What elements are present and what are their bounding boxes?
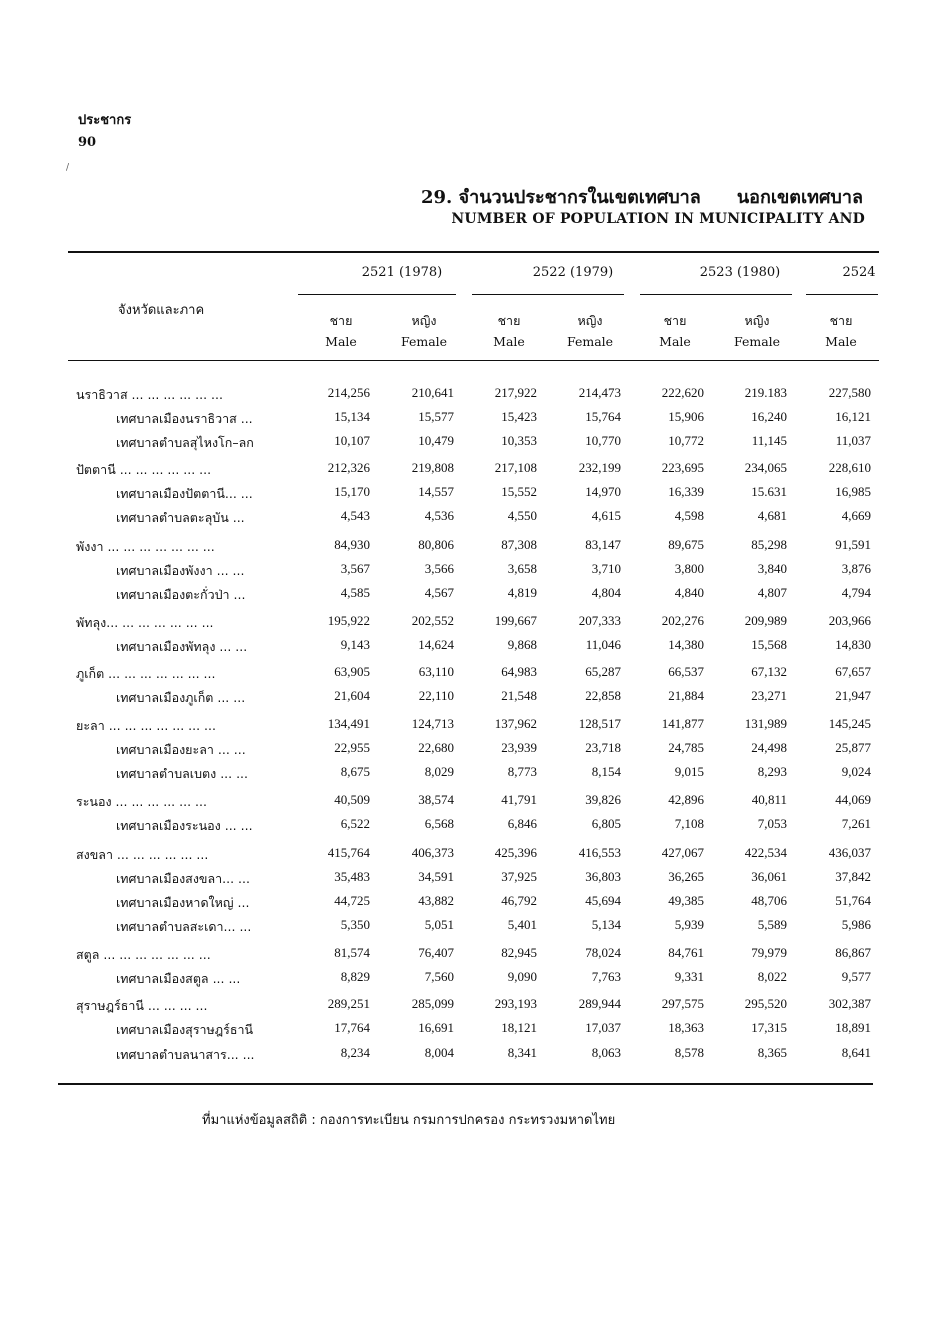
cell-value: 5,589 xyxy=(757,917,787,932)
cell-value: 222,620 xyxy=(661,385,704,400)
cell-value: 15,552 xyxy=(501,484,537,499)
municipality-row xyxy=(0,893,941,915)
col-th: ชาย xyxy=(497,313,521,328)
cell-value: 84,761 xyxy=(668,945,704,960)
cell-value: 80,806 xyxy=(418,537,454,552)
stub-header: จังหวัดและภาค xyxy=(118,303,205,318)
cell-value: 4,536 xyxy=(424,508,454,523)
cell-value: 44,069 xyxy=(835,792,871,807)
cell-value: 21,548 xyxy=(501,688,537,703)
cell-value: 4,585 xyxy=(340,585,370,600)
cell-value: 82,945 xyxy=(501,945,537,960)
cell-value: 40,811 xyxy=(751,792,787,807)
row-label: เทศบาลเมืองปัตตานี... ... xyxy=(116,486,253,501)
cell-value: 8,234 xyxy=(340,1045,370,1060)
stray-mark: / xyxy=(66,163,70,173)
cell-value: 6,846 xyxy=(507,816,537,831)
cell-value: 9,090 xyxy=(507,969,537,984)
cell-value: 4,794 xyxy=(841,585,871,600)
row-label: พังงา ... ... ... ... ... ... ... xyxy=(76,539,215,554)
cell-value: 9,868 xyxy=(507,637,537,652)
cell-value: 4,550 xyxy=(507,508,537,523)
source-note: ที่มาแห่งข้อมูลสถิติ : กองการทะเบียน กรมการปกครอง กระทรวงมหาดไทย xyxy=(202,1113,616,1128)
cell-value: 8,293 xyxy=(757,764,787,779)
col-en: Male xyxy=(825,334,857,349)
cell-value: 23,271 xyxy=(751,688,787,703)
year-header-2522: 2522 (1979) xyxy=(532,265,614,280)
cell-value: 35,483 xyxy=(334,869,370,884)
row-label: สงขลา ... ... ... ... ... ... xyxy=(76,847,209,862)
cell-value: 8,578 xyxy=(674,1045,704,1060)
cell-value: 14,624 xyxy=(418,637,454,652)
cell-value: 11,037 xyxy=(835,433,871,448)
table-title-english: NUMBER OF POPULATION IN MUNICIPALITY AND xyxy=(451,211,865,227)
col-header xyxy=(640,310,710,352)
cell-value: 24,785 xyxy=(668,740,704,755)
year-rule-2523 xyxy=(640,294,792,295)
municipality-row xyxy=(0,869,941,891)
cell-value: 6,805 xyxy=(591,816,621,831)
cell-value: 24,498 xyxy=(751,740,787,755)
cell-value: 78,024 xyxy=(585,945,621,960)
cell-value: 22,955 xyxy=(334,740,370,755)
cell-value: 3,876 xyxy=(841,561,871,576)
cell-value: 34,591 xyxy=(418,869,454,884)
cell-value: 8,365 xyxy=(757,1045,787,1060)
cell-value: 8,829 xyxy=(340,969,370,984)
cell-value: 134,491 xyxy=(327,716,370,731)
cell-value: 4,804 xyxy=(591,585,621,600)
municipality-row xyxy=(0,740,941,762)
row-label: เทศบาลตำบลสุไหงโก–ลก xyxy=(116,435,254,450)
municipality-row xyxy=(0,969,941,991)
cell-value: 36,803 xyxy=(585,869,621,884)
cell-value: 38,574 xyxy=(418,792,454,807)
cell-value: 18,363 xyxy=(668,1020,704,1035)
cell-value: 21,604 xyxy=(334,688,370,703)
municipality-row xyxy=(0,1020,941,1042)
row-label: เทศบาลตำบลเบตง ... ... xyxy=(116,766,249,781)
cell-value: 81,574 xyxy=(334,945,370,960)
col-header xyxy=(386,310,462,352)
cell-value: 22,858 xyxy=(585,688,621,703)
cell-value: 86,867 xyxy=(835,945,871,960)
cell-value: 8,641 xyxy=(841,1045,871,1060)
cell-value: 9,024 xyxy=(841,764,871,779)
cell-value: 3,710 xyxy=(591,561,621,576)
row-label: เทศบาลตำบลตะลุบัน ... xyxy=(116,510,245,525)
row-label: ยะลา ... ... ... ... ... ... ... xyxy=(76,718,216,733)
cell-value: 223,695 xyxy=(661,460,704,475)
cell-value: 8,063 xyxy=(591,1045,621,1060)
cell-value: 44,725 xyxy=(334,893,370,908)
cell-value: 5,986 xyxy=(841,917,871,932)
col-en: Male xyxy=(325,334,357,349)
cell-value: 4,567 xyxy=(424,585,454,600)
municipality-row xyxy=(0,1045,941,1067)
cell-value: 23,718 xyxy=(585,740,621,755)
cell-value: 43,882 xyxy=(418,893,454,908)
page-topic: ประชากร xyxy=(78,113,132,128)
cell-value: 195,922 xyxy=(327,613,370,628)
municipality-row xyxy=(0,917,941,939)
cell-value: 212,326 xyxy=(327,460,370,475)
year-header-2523: 2523 (1980) xyxy=(699,265,781,280)
cell-value: 8,022 xyxy=(757,969,787,984)
municipality-row xyxy=(0,637,941,659)
cell-value: 5,350 xyxy=(340,917,370,932)
municipality-row xyxy=(0,561,941,583)
cell-value: 84,930 xyxy=(334,537,370,552)
cell-value: 8,004 xyxy=(424,1045,454,1060)
cell-value: 302,387 xyxy=(828,996,871,1011)
cell-value: 63,905 xyxy=(334,664,370,679)
cell-value: 15,568 xyxy=(751,637,787,652)
col-th: หญิง xyxy=(744,313,770,328)
cell-value: 7,763 xyxy=(591,969,621,984)
cell-value: 89,675 xyxy=(668,537,704,552)
cell-value: 209,989 xyxy=(744,613,787,628)
cell-value: 289,944 xyxy=(578,996,621,1011)
cell-value: 217,108 xyxy=(494,460,537,475)
cell-value: 227,580 xyxy=(828,385,871,400)
cell-value: 25,877 xyxy=(835,740,871,755)
cell-value: 8,154 xyxy=(591,764,621,779)
cell-value: 16,339 xyxy=(668,484,704,499)
cell-value: 14,380 xyxy=(668,637,704,652)
cell-value: 87,308 xyxy=(501,537,537,552)
cell-value: 67,132 xyxy=(751,664,787,679)
cell-value: 128,517 xyxy=(578,716,621,731)
cell-value: 15,423 xyxy=(501,409,537,424)
table-number: 29. xyxy=(420,187,453,208)
row-label: ปัตตานี ... ... ... ... ... ... xyxy=(76,462,212,477)
page-number: 90 xyxy=(78,135,97,150)
year-rule-2521 xyxy=(298,294,456,295)
col-header xyxy=(806,310,876,352)
table-bottom-rule xyxy=(58,1083,873,1085)
province-row xyxy=(0,613,941,635)
cell-value: 40,509 xyxy=(334,792,370,807)
year-rule-2524 xyxy=(806,294,878,295)
municipality-row xyxy=(0,585,941,607)
cell-value: 217,922 xyxy=(494,385,537,400)
cell-value: 427,067 xyxy=(661,845,704,860)
cell-value: 10,479 xyxy=(418,433,454,448)
cell-value: 4,807 xyxy=(757,585,787,600)
cell-value: 8,773 xyxy=(507,764,537,779)
cell-value: 65,287 xyxy=(585,664,621,679)
cell-value: 214,473 xyxy=(578,385,621,400)
row-label: ภูเก็ต ... ... ... ... ... ... ... xyxy=(76,666,216,681)
cell-value: 63,110 xyxy=(418,664,454,679)
cell-value: 21,947 xyxy=(835,688,871,703)
province-row xyxy=(0,664,941,686)
row-label: เทศบาลเมืองนราธิวาส ... xyxy=(116,411,253,426)
row-label: เทศบาลเมืองสุราษฎร์ธานี xyxy=(116,1022,254,1037)
row-label: เทศบาลเมืองสงขลา... ... xyxy=(116,871,250,886)
cell-value: 10,770 xyxy=(585,433,621,448)
cell-value: 23,939 xyxy=(501,740,537,755)
cell-value: 67,657 xyxy=(835,664,871,679)
row-label: เทศบาลเมืองพัทลุง ... ... xyxy=(116,639,248,654)
municipality-row xyxy=(0,409,941,431)
cell-value: 4,615 xyxy=(591,508,621,523)
cell-value: 285,099 xyxy=(411,996,454,1011)
province-row xyxy=(0,716,941,738)
table-top-rule xyxy=(68,251,879,253)
cell-value: 16,691 xyxy=(418,1020,454,1035)
row-label: เทศบาลตำบลนาสาร... ... xyxy=(116,1047,255,1062)
table-title-thai xyxy=(421,182,863,211)
cell-value: 4,598 xyxy=(674,508,704,523)
municipality-row xyxy=(0,764,941,786)
col-header xyxy=(552,310,628,352)
cell-value: 10,353 xyxy=(501,433,537,448)
cell-value: 64,983 xyxy=(501,664,537,679)
cell-value: 85,298 xyxy=(751,537,787,552)
cell-value: 79,979 xyxy=(751,945,787,960)
cell-value: 219.183 xyxy=(744,385,787,400)
cell-value: 234,065 xyxy=(744,460,787,475)
cell-value: 219,808 xyxy=(411,460,454,475)
cell-value: 425,396 xyxy=(494,845,537,860)
row-label: เทศบาลเมืองตะกั่วป่า ... xyxy=(116,587,246,602)
cell-value: 49,385 xyxy=(668,893,704,908)
municipality-row xyxy=(0,688,941,710)
cell-value: 10,107 xyxy=(334,433,370,448)
cell-value: 289,251 xyxy=(327,996,370,1011)
cell-value: 5,051 xyxy=(424,917,454,932)
cell-value: 8,029 xyxy=(424,764,454,779)
cell-value: 37,842 xyxy=(835,869,871,884)
cell-value: 145,245 xyxy=(828,716,871,731)
cell-value: 6,522 xyxy=(340,816,370,831)
cell-value: 66,537 xyxy=(668,664,704,679)
row-label: พัทลุง... ... ... ... ... ... ... xyxy=(76,615,214,630)
row-label: เทศบาลตำบลสะเดา... ... xyxy=(116,919,252,934)
cell-value: 406,373 xyxy=(411,845,454,860)
cell-value: 10,772 xyxy=(668,433,704,448)
cell-value: 3,800 xyxy=(674,561,704,576)
cell-value: 11,046 xyxy=(585,637,621,652)
row-label: สตูล ... ... ... ... ... ... ... xyxy=(76,947,211,962)
cell-value: 7,108 xyxy=(674,816,704,831)
cell-value: 17,315 xyxy=(751,1020,787,1035)
cell-value: 293,193 xyxy=(494,996,537,1011)
title-thai-part2: นอกเขตเทศบาล xyxy=(736,187,863,208)
province-row xyxy=(0,460,941,482)
cell-value: 11,145 xyxy=(751,433,787,448)
cell-value: 16,240 xyxy=(751,409,787,424)
cell-value: 4,819 xyxy=(507,585,537,600)
municipality-row xyxy=(0,433,941,455)
municipality-row xyxy=(0,508,941,530)
col-th: ชาย xyxy=(829,313,853,328)
col-en: Male xyxy=(659,334,691,349)
cell-value: 41,791 xyxy=(501,792,537,807)
row-label: สุราษฎร์ธานี ... ... ... ... xyxy=(76,998,208,1013)
col-en: Female xyxy=(733,334,781,349)
cell-value: 15.631 xyxy=(751,484,787,499)
cell-value: 42,896 xyxy=(668,792,704,807)
cell-value: 436,037 xyxy=(828,845,871,860)
cell-value: 5,134 xyxy=(591,917,621,932)
col-en: Male xyxy=(493,334,525,349)
cell-value: 4,681 xyxy=(757,508,787,523)
cell-value: 3,840 xyxy=(757,561,787,576)
cell-value: 39,826 xyxy=(585,792,621,807)
cell-value: 7,560 xyxy=(424,969,454,984)
cell-value: 76,407 xyxy=(418,945,454,960)
title-thai-part1: จำนวนประชากรในเขตเทศบาล xyxy=(458,187,701,208)
year-header-2521: 2521 (1978) xyxy=(361,265,443,280)
cell-value: 46,792 xyxy=(501,893,537,908)
cell-value: 36,061 xyxy=(751,869,787,884)
cell-value: 4,543 xyxy=(340,508,370,523)
cell-value: 422,534 xyxy=(744,845,787,860)
cell-value: 14,970 xyxy=(585,484,621,499)
col-th: หญิง xyxy=(411,313,437,328)
cell-value: 416,553 xyxy=(578,845,621,860)
cell-value: 137,962 xyxy=(494,716,537,731)
cell-value: 16,985 xyxy=(835,484,871,499)
cell-value: 210,641 xyxy=(411,385,454,400)
cell-value: 15,906 xyxy=(668,409,704,424)
cell-value: 4,840 xyxy=(674,585,704,600)
cell-value: 141,877 xyxy=(661,716,704,731)
col-header xyxy=(306,310,376,352)
cell-value: 45,694 xyxy=(585,893,621,908)
province-row xyxy=(0,996,941,1018)
row-label: เทศบาลเมืองภูเก็ต ... ... xyxy=(116,690,246,705)
cell-value: 199,667 xyxy=(494,613,537,628)
cell-value: 228,610 xyxy=(828,460,871,475)
municipality-row xyxy=(0,484,941,506)
row-label: ระนอง ... ... ... ... ... ... xyxy=(76,794,207,809)
cell-value: 51,764 xyxy=(835,893,871,908)
cell-value: 214,256 xyxy=(327,385,370,400)
province-row xyxy=(0,385,941,407)
cell-value: 22,110 xyxy=(418,688,454,703)
cell-value: 207,333 xyxy=(578,613,621,628)
cell-value: 203,966 xyxy=(828,613,871,628)
cell-value: 124,713 xyxy=(411,716,454,731)
cell-value: 48,706 xyxy=(751,893,787,908)
col-header xyxy=(474,310,544,352)
cell-value: 9,577 xyxy=(841,969,871,984)
cell-value: 9,331 xyxy=(674,969,704,984)
col-en: Female xyxy=(566,334,614,349)
cell-value: 3,566 xyxy=(424,561,454,576)
cell-value: 4,669 xyxy=(841,508,871,523)
cell-value: 22,680 xyxy=(418,740,454,755)
cell-value: 5,939 xyxy=(674,917,704,932)
col-header xyxy=(719,310,795,352)
province-row xyxy=(0,792,941,814)
cell-value: 5,401 xyxy=(507,917,537,932)
cell-value: 131,989 xyxy=(744,716,787,731)
cell-value: 37,925 xyxy=(501,869,537,884)
year-header-2524: 2524 xyxy=(842,265,876,280)
row-label: เทศบาลเมืองหาดใหญ่ ... xyxy=(116,895,250,910)
row-label: เทศบาลเมืองพังงา ... ... xyxy=(116,563,245,578)
municipality-row xyxy=(0,816,941,838)
cell-value: 9,143 xyxy=(340,637,370,652)
cell-value: 9,015 xyxy=(674,764,704,779)
cell-value: 17,764 xyxy=(334,1020,370,1035)
cell-value: 91,591 xyxy=(835,537,871,552)
cell-value: 14,830 xyxy=(835,637,871,652)
cell-value: 202,276 xyxy=(661,613,704,628)
cell-value: 15,577 xyxy=(418,409,454,424)
cell-value: 15,764 xyxy=(585,409,621,424)
row-label: เทศบาลเมืองสตูล ... ... xyxy=(116,971,241,986)
province-row xyxy=(0,845,941,867)
header-bottom-rule xyxy=(68,360,879,361)
province-row xyxy=(0,945,941,967)
cell-value: 295,520 xyxy=(744,996,787,1011)
cell-value: 3,567 xyxy=(340,561,370,576)
cell-value: 83,147 xyxy=(585,537,621,552)
cell-value: 18,121 xyxy=(501,1020,537,1035)
province-row xyxy=(0,537,941,559)
col-th: ชาย xyxy=(663,313,687,328)
cell-value: 14,557 xyxy=(418,484,454,499)
col-th: หญิง xyxy=(577,313,603,328)
cell-value: 21,884 xyxy=(668,688,704,703)
col-en: Female xyxy=(400,334,448,349)
row-label: นราธิวาส ... ... ... ... ... ... xyxy=(76,387,223,402)
cell-value: 36,265 xyxy=(668,869,704,884)
cell-value: 18,891 xyxy=(835,1020,871,1035)
cell-value: 415,764 xyxy=(327,845,370,860)
cell-value: 16,121 xyxy=(835,409,871,424)
year-rule-2522 xyxy=(472,294,624,295)
cell-value: 6,568 xyxy=(424,816,454,831)
cell-value: 15,170 xyxy=(334,484,370,499)
cell-value: 8,675 xyxy=(340,764,370,779)
row-label: เทศบาลเมืองระนอง ... ... xyxy=(116,818,253,833)
cell-value: 7,053 xyxy=(757,816,787,831)
cell-value: 297,575 xyxy=(661,996,704,1011)
col-th: ชาย xyxy=(329,313,353,328)
cell-value: 15,134 xyxy=(334,409,370,424)
cell-value: 7,261 xyxy=(841,816,871,831)
row-label: เทศบาลเมืองยะลา ... ... xyxy=(116,742,246,757)
cell-value: 232,199 xyxy=(578,460,621,475)
cell-value: 3,658 xyxy=(507,561,537,576)
cell-value: 202,552 xyxy=(411,613,454,628)
cell-value: 8,341 xyxy=(507,1045,537,1060)
cell-value: 17,037 xyxy=(585,1020,621,1035)
